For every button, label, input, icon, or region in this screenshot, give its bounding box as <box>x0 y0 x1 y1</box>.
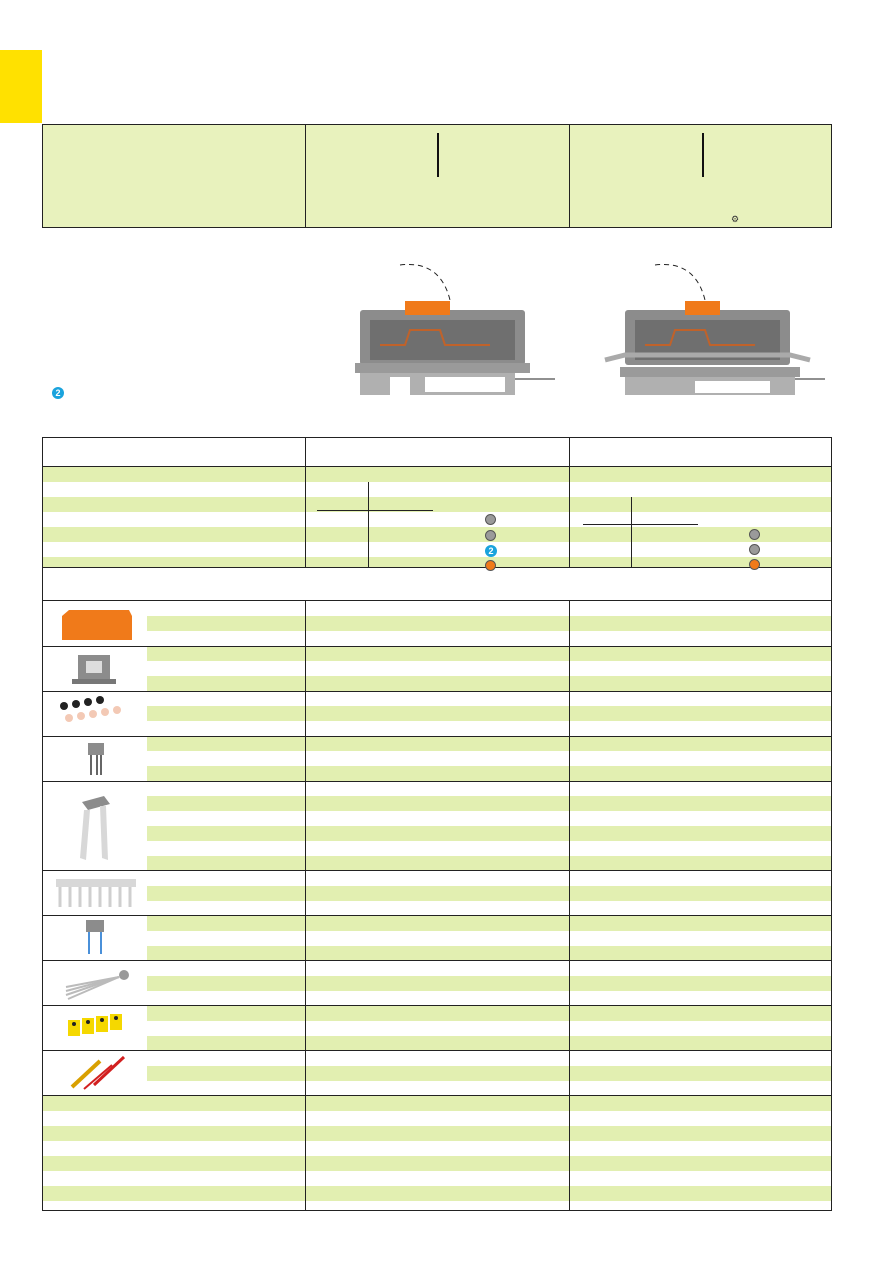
sub-divider <box>631 497 632 567</box>
test-plug-icon <box>44 737 147 781</box>
grey-dot <box>485 530 496 541</box>
section-tab <box>0 50 42 123</box>
table-row <box>43 557 831 567</box>
table-row <box>147 1006 831 1021</box>
terminal-block-right <box>600 255 830 400</box>
grey-dot <box>749 529 760 540</box>
col-divider <box>569 438 570 567</box>
table-row <box>147 691 831 706</box>
table-row <box>147 646 831 661</box>
blue-badge: 2 <box>485 545 497 557</box>
table-row <box>43 527 831 542</box>
header-divider <box>569 125 570 227</box>
table-row <box>43 482 831 497</box>
orange-dot <box>749 559 760 570</box>
table-row <box>43 1171 831 1186</box>
data-table <box>42 437 832 1211</box>
jumper-icon <box>44 782 147 870</box>
col-divider <box>569 600 570 1210</box>
table-row <box>147 1081 831 1096</box>
test-lead-icon <box>44 1051 147 1095</box>
table-row <box>147 1036 831 1051</box>
table-row <box>147 721 831 736</box>
comb-jumper-icon <box>44 871 147 915</box>
table-row <box>147 961 831 976</box>
terminal-block-left <box>350 255 560 400</box>
group-rule <box>43 915 831 916</box>
table-row <box>43 1186 831 1201</box>
col-divider <box>305 438 306 567</box>
table-row <box>147 796 831 811</box>
table-row <box>43 1111 831 1126</box>
table-row <box>147 916 831 931</box>
row-rule <box>43 600 831 601</box>
header-tick <box>702 133 704 177</box>
table-row <box>147 706 831 721</box>
table-row <box>147 976 831 991</box>
table-row <box>147 856 831 871</box>
table-row <box>43 467 831 482</box>
table-row <box>147 616 831 631</box>
table-row <box>147 1066 831 1081</box>
table-row <box>147 736 831 751</box>
table-row <box>147 811 831 826</box>
table-row <box>147 946 831 961</box>
table-row <box>147 826 831 841</box>
table-row <box>147 601 831 616</box>
yellow-marker-strip-icon <box>44 1006 147 1050</box>
end-plate-icon <box>44 647 147 691</box>
group-rule <box>43 960 831 961</box>
table-row <box>147 841 831 856</box>
table-row <box>147 931 831 946</box>
group-rule <box>43 736 831 737</box>
table-row <box>43 1201 831 1210</box>
grey-dot <box>749 544 760 555</box>
table-row <box>147 676 831 691</box>
table-row <box>147 871 831 886</box>
table-row <box>147 991 831 1006</box>
table-row <box>43 497 831 512</box>
table-row <box>43 1156 831 1171</box>
sub-rule <box>317 510 433 511</box>
sub-rule <box>583 524 698 525</box>
table-row <box>147 751 831 766</box>
grey-dot <box>485 514 496 525</box>
group-rule <box>43 1005 831 1006</box>
marker-set-icon <box>44 692 147 736</box>
header-divider <box>305 125 306 227</box>
orange-dot <box>485 560 496 571</box>
table-row <box>147 631 831 646</box>
group-rule <box>43 1095 831 1096</box>
row-rule <box>43 567 831 568</box>
note-badge: 2 <box>52 387 64 399</box>
table-row <box>147 661 831 676</box>
table-row <box>147 1051 831 1066</box>
table-row <box>147 1021 831 1036</box>
gear-icon: ⚙ <box>731 214 740 224</box>
header-rule <box>43 466 831 467</box>
orange-cover-icon <box>44 602 147 646</box>
table-row <box>43 542 831 557</box>
header-tick <box>437 133 439 177</box>
col-divider <box>305 600 306 1210</box>
u-jumper-icon <box>44 916 147 960</box>
table-row <box>147 781 831 796</box>
table-row <box>43 1096 831 1111</box>
table-row <box>147 766 831 781</box>
group-rule <box>43 691 831 692</box>
sub-divider <box>368 482 369 567</box>
table-row <box>147 901 831 916</box>
group-rule <box>43 870 831 871</box>
operating-tool-icon <box>44 961 147 1005</box>
table-row <box>43 1126 831 1141</box>
group-rule <box>43 646 831 647</box>
group-rule <box>43 781 831 782</box>
header-box <box>42 124 832 228</box>
group-rule <box>43 1050 831 1051</box>
table-row <box>147 886 831 901</box>
table-row <box>43 512 831 527</box>
table-row <box>43 1141 831 1156</box>
